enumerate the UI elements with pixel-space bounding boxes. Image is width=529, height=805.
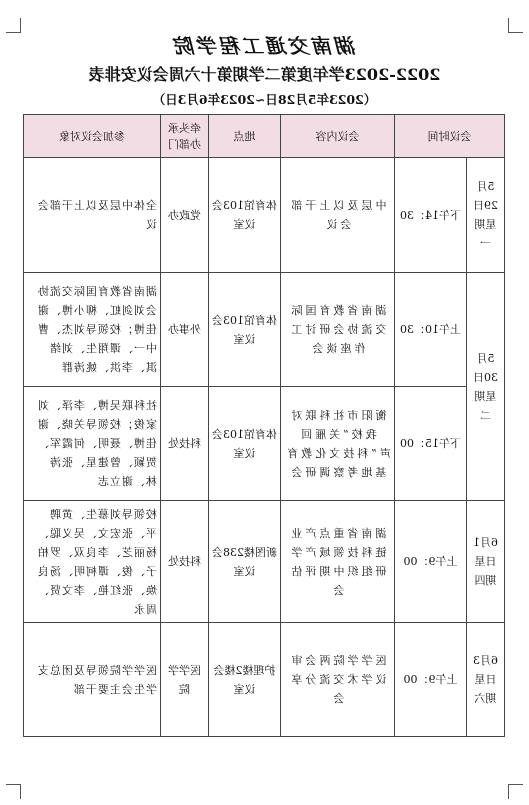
department-cell: 党政办: [161, 158, 209, 273]
content-cell: 衡阳市社科联对我校“关雁回声”科技文化教育基地考察调研会: [281, 387, 395, 501]
attendees-cell: 社科联吴博、李泽、刘家俊；校领导关晓、谢佳博、聂明、何霞军、贺颖、曾建星、张涛林、谢立志: [24, 387, 161, 501]
attendees-cell: 校领导刘慕生、黄聘平、张宏文、吴义聪、杨丽芝、李良双、罗柏子、俊、谭柯明、汤良焕、张红艳、李文贤、周永: [24, 501, 161, 623]
date-cell: 6月1日星期四: [467, 501, 505, 623]
schedule-title: 2022-2023学年度第二学期第十六周会议安排表: [88, 65, 441, 84]
content-cell: 中层及以上干部会议: [281, 158, 395, 273]
location-cell: 体育馆103会议室: [209, 158, 281, 273]
header-content: 会议内容: [281, 115, 395, 158]
table-row: [24, 273, 505, 387]
content-cell: 医学学院两会审议学术交流分享会: [281, 623, 395, 737]
header-attendees: 参加会议对象: [24, 115, 161, 158]
date-cell: 5月29日星期一: [467, 158, 505, 273]
attendees-cell: 医学学院领导及团总支学生会主要干部: [24, 623, 161, 737]
table-row: [24, 158, 505, 273]
content-cell: 湖南省重点产业链科技领域产学研组织中期评估会: [281, 501, 395, 623]
crop-mark-bottom-right: [6, 784, 21, 799]
department-cell: 医学学院: [161, 623, 209, 737]
time-cell: 上午9：00: [395, 623, 467, 737]
time-cell: 上午9：00: [395, 501, 467, 623]
department-cell: 科技处: [161, 387, 209, 501]
department-cell: 科技处: [161, 501, 209, 623]
header-location: 地点: [209, 115, 281, 158]
date-cell: 6月3日星期六: [467, 623, 505, 737]
attendees-cell: 全体中层及以上干部会议: [24, 158, 161, 273]
table-header-row: [24, 115, 505, 158]
location-cell: 体育馆103会议室: [209, 273, 281, 387]
location-cell: 新图楼238会议室: [209, 501, 281, 623]
crop-mark-bottom-left: [508, 784, 523, 799]
meeting-schedule-table: [23, 114, 505, 737]
attendees-cell: 湖南省教育国际交流协会刘剑虹、柳小博、谢佳博；校领导刘杰、曹中一、谭翔生、刘绪淇、李洪、姚涛群: [24, 273, 161, 387]
location-cell: 护理楼2楼会议室: [209, 623, 281, 737]
table-row: [24, 501, 505, 623]
time-cell: 上午10：30: [395, 273, 467, 387]
date-cell: 5月30日星期二: [467, 273, 505, 501]
content-cell: 湖南省教育国际交流协会研讨工作座谈会: [281, 273, 395, 387]
department-cell: 外事办: [161, 273, 209, 387]
date-range-subtitle: （2023年5月28日~2023年6月3日）: [152, 92, 377, 107]
time-cell: 下午15：00: [395, 387, 467, 501]
header-department: 牵头承办部门: [161, 115, 209, 158]
table-row: [24, 623, 505, 737]
header-time: 会议时间: [395, 115, 505, 158]
location-cell: 体育馆103会议室: [209, 387, 281, 501]
time-cell: 下午14：30: [395, 158, 467, 273]
table-row: [24, 387, 505, 501]
school-name: 湖南交通工程学院: [172, 34, 357, 58]
